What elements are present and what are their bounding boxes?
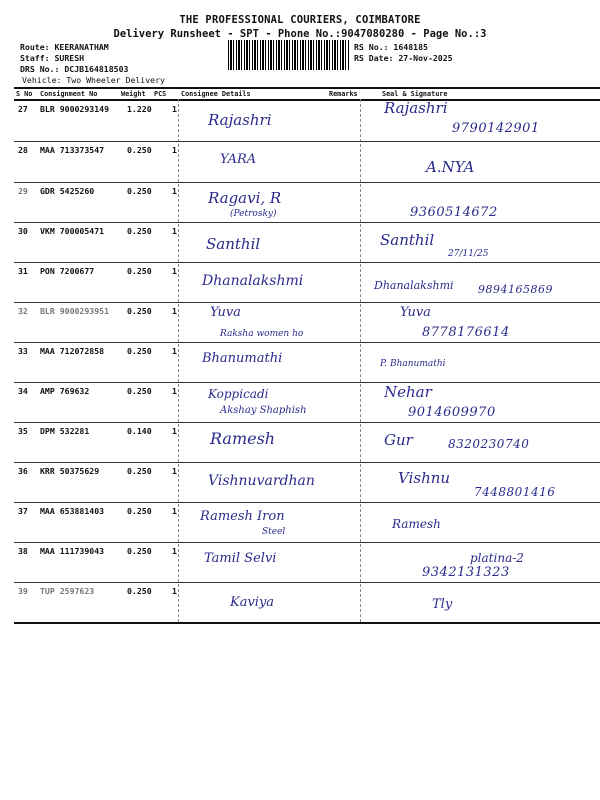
table-row bbox=[0, 223, 600, 263]
row-consignment: VKM 700005471 bbox=[40, 226, 105, 236]
table-row bbox=[0, 383, 600, 423]
receiver-phone: 9790142901 bbox=[452, 121, 540, 136]
consignee-name: Dhanalakshmi bbox=[202, 273, 304, 289]
row-pcs: 1 bbox=[172, 586, 177, 596]
route-label: Route: KEERANATHAM bbox=[20, 42, 109, 52]
row-sno: 32 bbox=[18, 306, 28, 316]
row-sno: 37 bbox=[18, 506, 28, 516]
row-sno: 33 bbox=[18, 346, 28, 356]
row-weight: 0.250 bbox=[127, 266, 152, 276]
consignee-name: Vishnuvardhan bbox=[208, 473, 315, 489]
company-title: THE PROFESSIONAL COURIERS, COIMBATORE bbox=[179, 14, 421, 26]
row-weight: 0.140 bbox=[127, 426, 152, 436]
row-sno: 34 bbox=[18, 386, 28, 396]
receiver-phone: 9014609970 bbox=[408, 405, 496, 420]
rs-no-label: RS No.: 1648185 bbox=[354, 42, 428, 52]
table-row bbox=[0, 183, 600, 223]
table-row bbox=[0, 303, 600, 343]
row-consignment: DPM 532281 bbox=[40, 426, 90, 436]
table-row bbox=[0, 343, 600, 383]
row-weight: 1.220 bbox=[127, 104, 152, 114]
row-consignment: MAA 653881403 bbox=[40, 506, 105, 516]
receiver-phone: 9360514672 bbox=[410, 205, 498, 220]
table-row bbox=[0, 503, 600, 543]
row-weight: 0.250 bbox=[127, 586, 152, 596]
consignee-name: Kaviya bbox=[230, 595, 275, 610]
row-weight: 0.250 bbox=[127, 306, 152, 316]
row-sno: 30 bbox=[18, 226, 28, 236]
row-consignment: BLR 9000293149 bbox=[40, 104, 110, 114]
header-top-rule bbox=[14, 87, 600, 89]
row-sno: 29 bbox=[18, 186, 28, 196]
table-row bbox=[0, 583, 600, 623]
row-pcs: 1 bbox=[172, 546, 177, 556]
col-weight: Weight bbox=[121, 90, 146, 98]
consignee-name: Tamil Selvi bbox=[204, 551, 277, 566]
row-weight: 0.250 bbox=[127, 186, 152, 196]
row-pcs: 1 bbox=[172, 186, 177, 196]
row-weight: 0.250 bbox=[127, 386, 152, 396]
row-consignment: PON 7200677 bbox=[40, 266, 95, 276]
consignee-name: Bhanumathi bbox=[202, 351, 283, 366]
consignee-name: Ramesh Iron bbox=[200, 509, 285, 524]
row-weight: 0.250 bbox=[127, 346, 152, 356]
row-sno: 27 bbox=[18, 104, 28, 114]
row-pcs: 1 bbox=[172, 104, 177, 114]
row-pcs: 1 bbox=[172, 226, 177, 236]
row-weight: 0.250 bbox=[127, 466, 152, 476]
consignee-detail: Steel bbox=[262, 527, 286, 537]
vehicle-label: Vehicle: Two Wheeler Delivery bbox=[22, 75, 165, 85]
table-row bbox=[0, 263, 600, 303]
signature: Rajashri bbox=[384, 99, 448, 117]
table-row bbox=[0, 101, 600, 141]
col-consignee: Consignee Details bbox=[181, 90, 251, 98]
row-consignment: AMP 769632 bbox=[40, 386, 90, 396]
signature: Ramesh bbox=[392, 517, 441, 531]
row-weight: 0.250 bbox=[127, 546, 152, 556]
signature: Dhanalakshmi bbox=[374, 279, 454, 292]
signature: Vishnu bbox=[398, 469, 451, 487]
col-consignment: Consignment No bbox=[40, 90, 98, 98]
consignee-name: YARA bbox=[220, 152, 257, 167]
consignee-name: Rajashri bbox=[208, 111, 272, 129]
receiver-phone: 8778176614 bbox=[422, 325, 510, 340]
signature: Santhil bbox=[380, 231, 435, 249]
table-bottom-rule bbox=[14, 622, 600, 624]
consignee-detail: Raksha women ho bbox=[220, 329, 304, 339]
staff-label: Staff: SURESH bbox=[20, 53, 85, 63]
row-sno: 36 bbox=[18, 466, 28, 476]
row-sno: 31 bbox=[18, 266, 28, 276]
row-consignment: MAA 712072858 bbox=[40, 346, 105, 356]
row-consignment: KRR 50375629 bbox=[40, 466, 100, 476]
consignee-detail: (Petrosky) bbox=[230, 209, 277, 219]
row-sno: 38 bbox=[18, 546, 28, 556]
consignee-name: Santhil bbox=[206, 235, 261, 253]
consignee-name: Ramesh bbox=[210, 429, 276, 448]
row-consignment: MAA 111739043 bbox=[40, 546, 105, 556]
signature: Gur bbox=[384, 431, 413, 449]
signature: Yuva bbox=[400, 305, 431, 320]
signature: Nehar bbox=[384, 383, 432, 401]
row-pcs: 1 bbox=[172, 266, 177, 276]
col-remarks: Remarks bbox=[329, 90, 358, 98]
row-sno: 39 bbox=[18, 586, 28, 596]
signature: P. Bhanumathi bbox=[380, 359, 446, 369]
row-consignment: TUP 2597623 bbox=[40, 586, 95, 596]
signature: platina-2 bbox=[470, 551, 524, 565]
table-row bbox=[0, 423, 600, 463]
row-pcs: 1 bbox=[172, 145, 177, 155]
receiver-phone: 8320230740 bbox=[448, 437, 530, 451]
table-row bbox=[0, 142, 600, 182]
receiver-phone: 9894165869 bbox=[478, 283, 553, 296]
row-consignment: GDR 5425260 bbox=[40, 186, 95, 196]
consignee-name: Yuva bbox=[210, 305, 241, 320]
row-pcs: 1 bbox=[172, 386, 177, 396]
signature: Tly bbox=[432, 597, 453, 612]
row-pcs: 1 bbox=[172, 346, 177, 356]
receiver-phone: 9342131323 bbox=[422, 565, 510, 580]
col-seal: Seal & Signature bbox=[382, 90, 448, 98]
runsheet-subtitle: Delivery Runsheet - SPT - Phone No.:9047080280 - Page No.:3 bbox=[113, 28, 487, 40]
row-consignment: BLR 9000293951 bbox=[40, 306, 110, 316]
consignee-name: Koppicadi bbox=[208, 387, 269, 401]
signature: A.NYA bbox=[426, 158, 475, 176]
receiver-date: 27/11/25 bbox=[448, 249, 489, 259]
row-sno: 28 bbox=[18, 145, 28, 155]
consignee-detail: Akshay Shaphish bbox=[220, 405, 307, 416]
col-sno: S No bbox=[16, 90, 33, 98]
row-weight: 0.250 bbox=[127, 226, 152, 236]
consignee-name: Ragavi, R bbox=[208, 189, 282, 207]
drs-label: DRS No.: DCJB164818503 bbox=[20, 64, 129, 74]
receiver-phone: 7448801416 bbox=[474, 485, 556, 499]
row-weight: 0.250 bbox=[127, 506, 152, 516]
table-row bbox=[0, 463, 600, 503]
row-pcs: 1 bbox=[172, 466, 177, 476]
col-pcs: PCS bbox=[154, 90, 167, 98]
row-pcs: 1 bbox=[172, 426, 177, 436]
row-pcs: 1 bbox=[172, 306, 177, 316]
row-pcs: 1 bbox=[172, 506, 177, 516]
row-weight: 0.250 bbox=[127, 145, 152, 155]
rs-date-label: RS Date: 27-Nov-2025 bbox=[354, 53, 453, 63]
row-sno: 35 bbox=[18, 426, 28, 436]
barcode-image bbox=[228, 40, 350, 70]
table-row bbox=[0, 543, 600, 583]
row-consignment: MAA 713373547 bbox=[40, 145, 105, 155]
